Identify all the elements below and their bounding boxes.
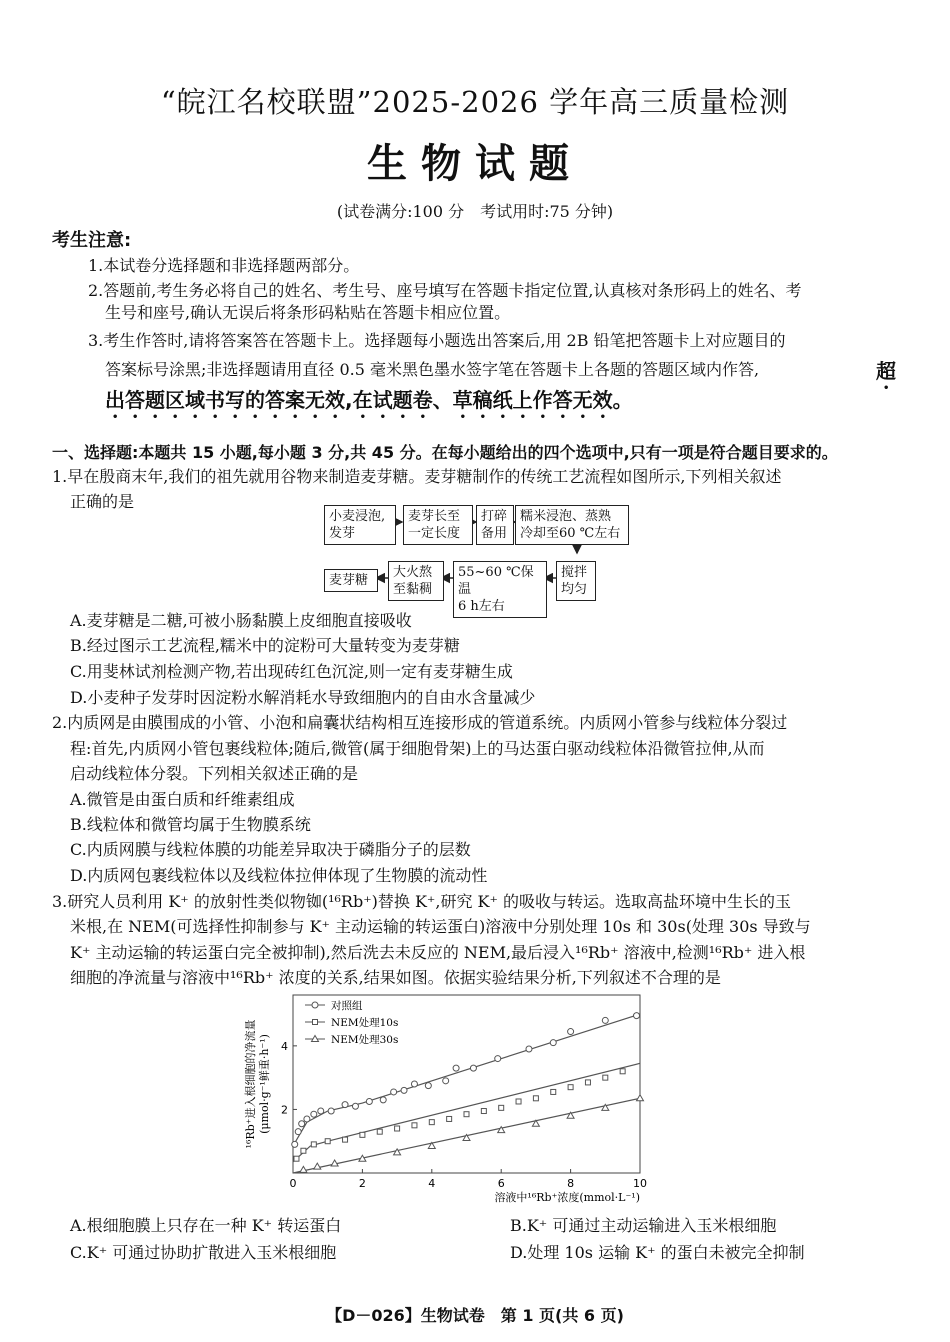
flow-step-incubate: [453, 561, 547, 618]
data-point: [325, 1139, 330, 1144]
flow-step-glutinous-rice: [515, 505, 629, 545]
flow-text: 冷却至60 ℃左右: [520, 526, 621, 541]
flow-text: 大火熬: [393, 565, 433, 580]
flow-text: 打碎: [481, 509, 508, 524]
data-point: [499, 1105, 504, 1110]
data-point: [568, 1029, 574, 1035]
notice-item-3: 3.考生作答时,请将答案答在答题卡上。选择题每小题选出答案后,用 2B 铅笔把答题卡上对应题目的: [88, 331, 786, 350]
data-point: [637, 1095, 644, 1101]
flow-text: 6 h左右: [458, 599, 505, 614]
data-point: [464, 1112, 469, 1117]
data-point: [551, 1089, 556, 1094]
data-point: [304, 1116, 310, 1122]
data-point: [377, 1129, 382, 1134]
notice-emphasis: 出答题区域书写的答案无效,在试题卷、草稿纸上作答无效。: [105, 388, 633, 412]
notice-item-3-cont: 答案标号涂黑;非选择题请用直径 0.5 毫米黑色墨水签字笔在答题卡上各题的答题区域内作答,: [105, 360, 760, 379]
data-point: [447, 1116, 452, 1121]
x-tick-label: 6: [497, 1177, 505, 1190]
q3-option-a: A.根细胞膜上只存在一种 K⁺ 转运蛋白: [70, 1216, 342, 1235]
rb-uptake-chart: [240, 990, 660, 1208]
data-point: [311, 1111, 317, 1117]
flow-step-boil: [388, 561, 444, 601]
notice-emphasis-start: 超: [876, 359, 896, 383]
notice-item-2-cont: 生号和座号,确认无误后将条形码粘贴在答题卡相应位置。: [105, 303, 511, 322]
q1-option-c: C.用斐林试剂检测产物,若出现砖红色沉淀,则一定有麦芽糖生成: [70, 662, 513, 681]
y-tick-label: 2: [281, 1103, 288, 1117]
q1-option-a: A.麦芽糖是二糖,可被小肠黏膜上皮细胞直接吸收: [70, 611, 412, 630]
legend-label: 对照组: [331, 1000, 363, 1012]
q2-option-b: B.线粒体和微管均属于生物膜系统: [70, 815, 311, 834]
q3-stem-line-4: 细胞的净流量与溶液中¹⁶Rb⁺ 浓度的关系,结果如图。依据实验结果分析,下列叙述不合理的是: [70, 968, 721, 987]
q3-stem-line-1: 3.研究人员利用 K⁺ 的放射性类似物铷(¹⁶Rb⁺)替换 K⁺,研究 K⁺ 的吸收与转运。选取高盐环境中生长的玉: [52, 892, 792, 911]
data-point: [391, 1089, 397, 1095]
data-point: [299, 1121, 305, 1127]
data-point: [470, 1065, 476, 1071]
notice-heading: 考生注意:: [52, 230, 132, 251]
x-tick-label: 2: [358, 1177, 366, 1190]
exam-title: “皖江名校联盟”2025-2026 学年高三质量检测: [160, 85, 790, 119]
flow-step-soak-germinate: [324, 505, 396, 545]
data-point: [380, 1097, 386, 1103]
q3-option-b: B.K⁺ 可通过主动运输进入玉米根细胞: [510, 1216, 777, 1235]
y-axis-label: ¹⁶Rb⁺进入根细胞的净流量: [244, 1019, 257, 1149]
data-point: [516, 1099, 521, 1104]
q2-option-d: D.内质网包裹线粒体以及线粒体拉伸体现了生物膜的流动性: [70, 866, 488, 885]
x-tick-label: 10: [633, 1177, 647, 1190]
data-point: [352, 1103, 358, 1109]
flow-text: 发芽: [329, 526, 356, 541]
x-tick-label: 0: [289, 1177, 297, 1190]
data-point: [401, 1087, 407, 1093]
q3-option-d: D.处理 10s 运输 K⁺ 的蛋白未被完全抑制: [510, 1243, 805, 1262]
data-point: [634, 1013, 640, 1019]
flow-text: 备用: [481, 526, 508, 541]
legend-marker: [312, 1002, 318, 1008]
q1-option-b: B.经过图示工艺流程,糯米中的淀粉可大量转变为麦芽糖: [70, 636, 460, 655]
data-point: [453, 1065, 459, 1071]
data-point: [602, 1017, 608, 1023]
flow-text: 糯米浸泡、蒸熟: [520, 509, 612, 524]
data-point: [366, 1098, 372, 1104]
flow-step-stir: [556, 561, 596, 601]
notice-item-2: 2.答题前,考生务必将自己的姓名、考生号、座号填写在答题卡指定位置,认真核对条形码上的姓名、考: [88, 281, 802, 300]
q1-stem-line-1: 1.早在殷商末年,我们的祖先就用谷物来制造麦芽糖。麦芽糖制作的传统工艺流程如图所示,下列相关叙述: [52, 467, 782, 486]
flow-text: 搅拌: [561, 565, 588, 580]
q1-option-d: D.小麦种子发芽时因淀粉水解消耗水导致细胞内的自由水含量减少: [70, 688, 536, 707]
data-point: [328, 1108, 334, 1114]
data-point: [295, 1129, 301, 1135]
data-point: [568, 1085, 573, 1090]
page-footer: 【D－026】生物试卷 第 1 页(共 6 页): [326, 1306, 624, 1325]
data-point: [620, 1069, 625, 1074]
y-axis-label: (μmol·g⁻¹鲜重·h⁻¹): [258, 1034, 271, 1134]
data-point: [481, 1109, 486, 1114]
q2-stem-line-3: 启动线粒体分裂。下列相关叙述正确的是: [70, 764, 359, 783]
flow-text: 55~60 ℃保温: [458, 565, 534, 597]
data-point: [360, 1132, 365, 1137]
data-point: [301, 1148, 306, 1153]
legend-label: NEM处理10s: [331, 1017, 399, 1029]
data-point: [603, 1075, 608, 1080]
flow-step-crush: [476, 505, 514, 545]
legend-marker: [313, 1020, 318, 1025]
flow-step-maltose: [324, 569, 378, 592]
data-point: [311, 1142, 316, 1147]
data-point: [292, 1141, 298, 1147]
data-point: [550, 1040, 556, 1046]
q1-stem-line-2: 正确的是: [70, 492, 135, 511]
notice-item-1: 1.本试卷分选择题和非选择题两部分。: [88, 256, 360, 275]
exam-meta: (试卷满分:100 分 考试用时:75 分钟): [336, 202, 614, 221]
data-point: [585, 1080, 590, 1085]
data-point: [425, 1083, 431, 1089]
process-flow-diagram: [320, 503, 630, 614]
flow-text: 小麦浸泡,: [329, 509, 386, 524]
flow-step-malt-grow: [403, 505, 473, 545]
q3-stem-line-2: 米根,在 NEM(可选择性抑制参与 K⁺ 主动运输的转运蛋白)溶液中分别处理 10s 和 30s(处理 30s 导致与: [70, 917, 811, 936]
x-tick-label: 8: [567, 1177, 575, 1190]
data-point: [443, 1078, 449, 1084]
data-point: [300, 1166, 307, 1172]
data-point: [495, 1056, 501, 1062]
data-point: [318, 1108, 324, 1114]
data-point: [429, 1120, 434, 1125]
q3-stem-line-3: K⁺ 主动运输的转运蛋白完全被抑制),然后洗去未反应的 NEM,最后浸入¹⁶Rb⁺ 溶液中,检测¹⁶Rb⁺ 进入根: [70, 943, 806, 962]
data-point: [342, 1102, 348, 1108]
flow-text: 麦芽糖: [329, 573, 369, 588]
data-point: [314, 1163, 321, 1169]
data-point: [411, 1081, 417, 1087]
data-point: [395, 1126, 400, 1131]
q3-option-c: C.K⁺ 可通过协助扩散进入玉米根细胞: [70, 1243, 337, 1262]
flow-text: 麦芽长至: [408, 509, 461, 524]
q2-stem-line-1: 2.内质网是由膜围成的小管、小泡和扁囊状结构相互连接形成的管道系统。内质网小管参与线粒体分裂过: [52, 713, 788, 732]
q2-option-c: C.内质网膜与线粒体膜的功能差异取决于磷脂分子的层数: [70, 840, 471, 859]
data-point: [294, 1156, 299, 1161]
x-axis-label: 溶液中¹⁶Rb⁺浓度(mmol·L⁻¹): [494, 1191, 640, 1204]
data-point: [343, 1137, 348, 1142]
data-point: [412, 1123, 417, 1128]
q2-stem-line-2: 程:首先,内质网小管包裹线粒体;随后,微管(属于细胞骨架)上的马达蛋白驱动线粒体沿微管拉伸,从而: [70, 739, 765, 758]
flow-text: 一定长度: [408, 526, 461, 541]
flow-text: 至黏稠: [393, 582, 433, 597]
legend-label: NEM处理30s: [331, 1034, 399, 1046]
section-heading: 一、选择题:本题共 15 小题,每小题 3 分,共 45 分。在每小题给出的四个选项中,只有一项是符合题目要求的。: [52, 443, 838, 462]
y-tick-label: 4: [281, 1039, 288, 1053]
x-tick-label: 4: [428, 1177, 436, 1190]
data-point: [526, 1046, 532, 1052]
data-point: [533, 1096, 538, 1101]
flow-text: 均匀: [561, 582, 588, 597]
subject-title: 生物试题: [367, 140, 583, 187]
q2-option-a: A.微管是由蛋白质和纤维素组成: [70, 790, 295, 809]
